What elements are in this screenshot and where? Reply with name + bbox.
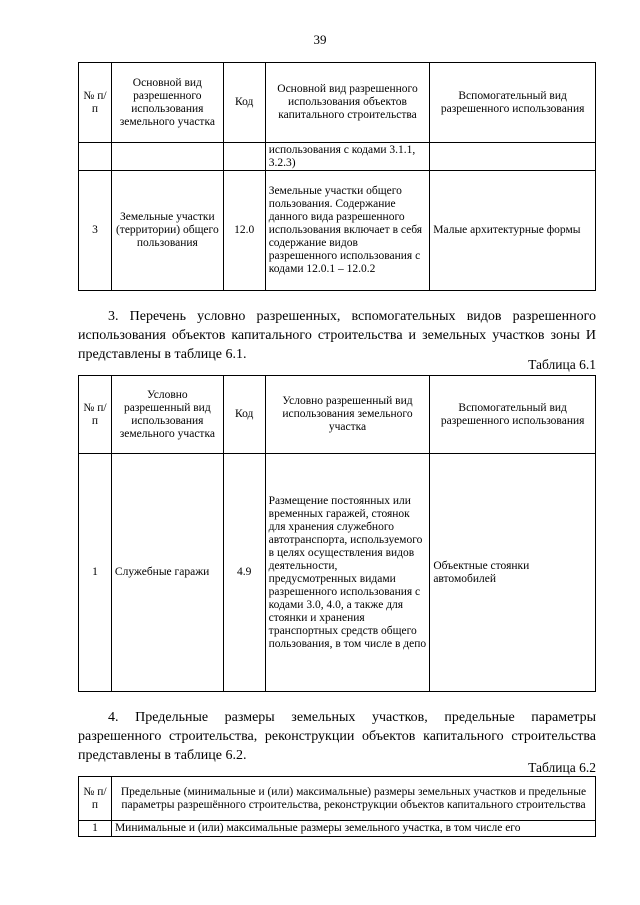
table-row (79, 171, 596, 291)
page-number: 39 (313, 32, 327, 47)
land-use-table-continued (78, 62, 596, 291)
row-num: 1 (79, 454, 112, 692)
header-conditional-land-use: Условно разрешенный вид использования земельного участка (111, 376, 223, 454)
row-name: Земельные участки (территории) общего пользования (111, 171, 223, 291)
table-row (79, 454, 596, 692)
limits-table (78, 776, 596, 837)
header-aux-use: Вспомогательный вид разрешенного использования (430, 376, 596, 454)
header-conditional-use: Условно разрешенный вид использования земельного участка (265, 376, 430, 454)
table-caption-6-2: Таблица 6.2 (528, 760, 596, 775)
row-code: 12.0 (223, 171, 265, 291)
paragraph-3: 3. Перечень условно разрешенных, вспомогательных видов разрешенного использования объектов капитального строительства и земельных участков зоны И представлены в таблице 6.1. (78, 309, 596, 362)
table-row (79, 821, 596, 837)
row-aux-use: Объектные стоянки автомобилей (430, 454, 596, 692)
table-header-row (79, 63, 596, 143)
paragraph-4: 4. Предельные размеры земельных участков, предельные параметры разрешенного строительства, реконструкции объектов капитального строительства представлены в таблице 6.2. (78, 710, 596, 763)
row-text: Минимальные и (или) максимальные размеры земельного участка, в том числе его (111, 821, 595, 837)
header-code: Код (223, 376, 265, 454)
conditional-use-table (78, 375, 596, 692)
header-code: Код (223, 63, 265, 143)
table-header-row (79, 376, 596, 454)
row-name: Служебные гаражи (111, 454, 223, 692)
row-main-use: Земельные участки общего пользования. Содержание данного вида разрешенного использования включает в себя содержание видов разрешенного использования с кодами 12.0.1 – 12.0.2 (265, 171, 430, 291)
row-num: 3 (79, 171, 112, 291)
header-limits: Предельные (минимальные и (или) максимальные) размеры земельных участков и предельные параметры разрешённого строительства, реконструкции объектов капитального строительства (111, 777, 595, 821)
row-description: Размещение постоянных или временных гаражей, стоянок для хранения служебного автотранспорта, используемого в целях осуществления видов деятельности, предусмотренных видами разрешенного использования с кодами 3.0, 4.0, а также для стоянки и хранения транспортных средств общего пользования, в том числе в депо (265, 454, 430, 692)
header-main-building-use: Основной вид разрешенного использования объектов капитального строительства (265, 63, 430, 143)
table-row (79, 143, 596, 171)
row-num: 1 (79, 821, 112, 837)
table-header-row (79, 777, 596, 821)
header-num: № п/п (79, 376, 112, 454)
row-code: 4.9 (223, 454, 265, 692)
header-num: № п/п (79, 63, 112, 143)
row-aux-use: Малые архитектурные формы (430, 171, 596, 291)
header-num: № п/п (79, 777, 112, 821)
continuation-text: использования с кодами 3.1.1, 3.2.3) (265, 143, 430, 171)
header-aux-use: Вспомогательный вид разрешенного использования (430, 63, 596, 143)
header-main-land-use: Основной вид разрешенного использования земельного участка (111, 63, 223, 143)
table-caption-6-1: Таблица 6.1 (528, 357, 596, 372)
